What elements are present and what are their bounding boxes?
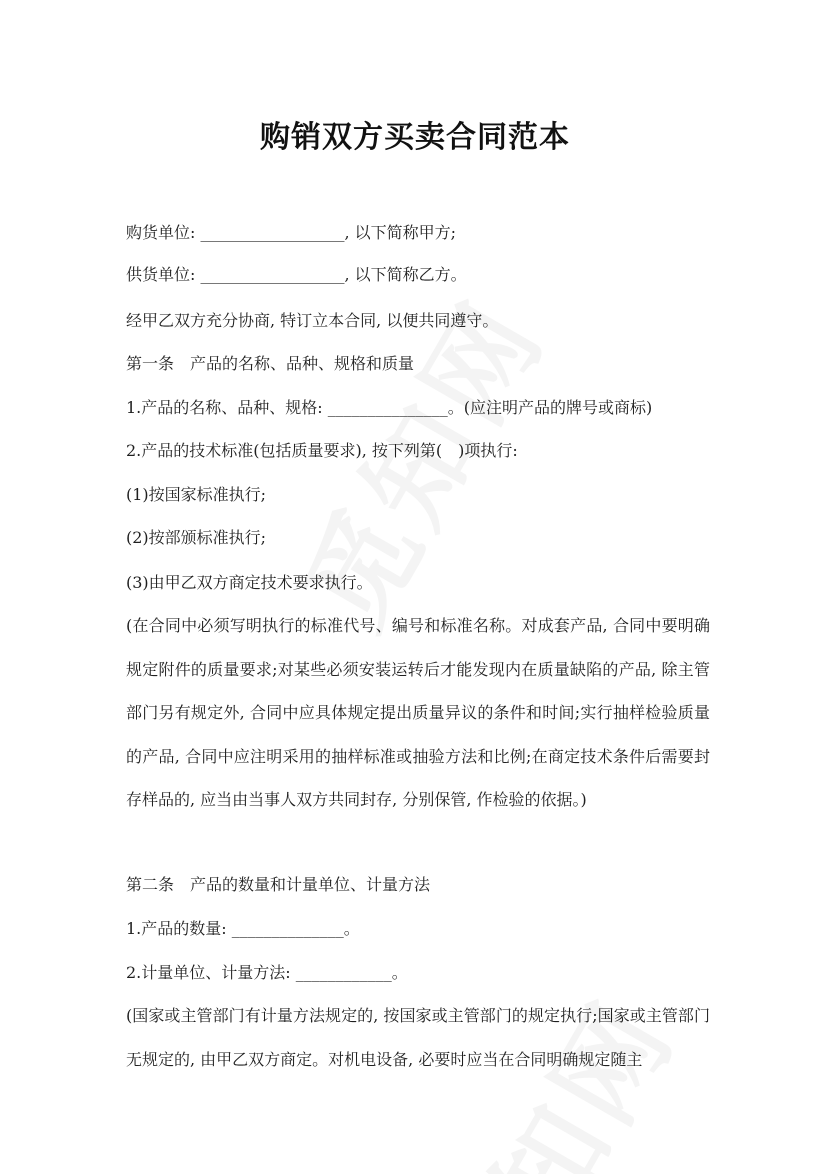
article-2-item-2: 2.计量单位、计量方法: ____________。: [126, 963, 408, 982]
measurement-note-paragraph: (国家或主管部门有计量方法规定的, 按国家或主管部门的规定执行;国家或主管部门无规定的, 由甲乙双方商定。对机电设备, 必要时应当在合同明确规定随主: [126, 1006, 710, 1069]
article-1-heading: 第一条 产品的名称、品种、规格和质量: [126, 354, 415, 373]
article-2-item-1: 1.产品的数量: ______________。: [126, 919, 360, 938]
standard-option-2: (2)按部颁标准执行;: [126, 528, 267, 547]
article-1-item-2: 2.产品的技术标准(包括质量要求), 按下列第( )项执行:: [126, 441, 518, 460]
standard-option-1: (1)按国家标准执行;: [126, 485, 267, 504]
buyer-line: 购货单位: __________________, 以下简称甲方;: [126, 223, 457, 242]
document-title: 购销双方买卖合同范本: [260, 120, 570, 155]
quality-note-paragraph: (在合同中必须写明执行的标准代号、编号和标准名称。对成套产品, 合同中要明确规定附件的质量要求;对某些必须安装运转后才能发现内在质量缺陷的产品, 除主管部门另有规定外, 合同中应具体规定提出质量异议的条件和时间;实行抽样检验质量的产品, 合同中应注明采用的抽样标准或抽验方法和比例;在商定技术条件后需要封存样品的, 应当由当事人双方共同封存, 分别保管, 作检验的依据。): [126, 616, 710, 809]
standard-option-3: (3)由甲乙双方商定技术要求执行。: [126, 573, 373, 592]
article-2-heading: 第二条 产品的数量和计量单位、计量方法: [126, 875, 431, 894]
supplier-line: 供货单位: __________________, 以下简称乙方。: [126, 265, 467, 284]
article-1-item-1: 1.产品的名称、品种、规格: _______________。(应注明产品的牌号或商标): [126, 398, 653, 417]
agreement-intro: 经甲乙双方充分协商, 特订立本合同, 以便共同遵守。: [126, 311, 499, 330]
